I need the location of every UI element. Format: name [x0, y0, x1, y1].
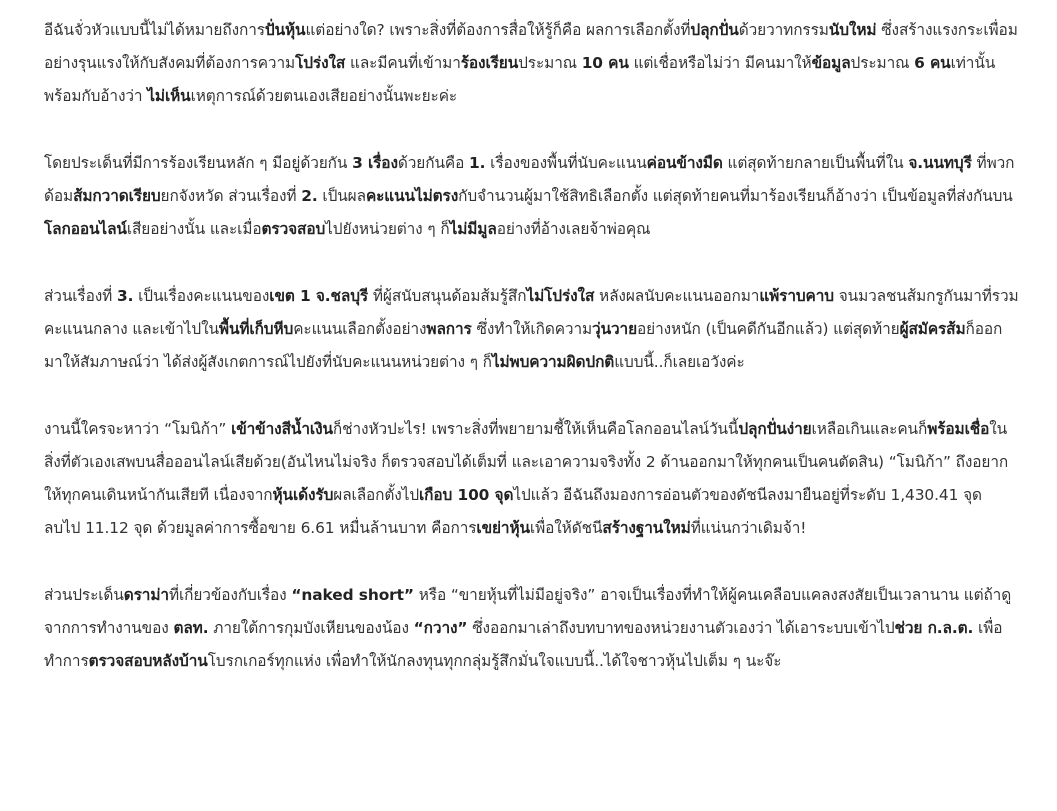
emphasis-text: สร้างฐานใหม่ — [602, 519, 691, 537]
body-text: อีฉันจั่วหัวแบบนี้ไม่ได้หมายถึงการ — [44, 21, 265, 39]
body-text: เหลือเกินและคนก็ — [811, 420, 928, 438]
body-text: โบรกเกอร์ทุกแห่ง เพื่อทำให้นักลงทุนทุกกลุ่มรู้สึกมั่นใจแบบนี้..ได้ใจชาวหุ้นไปเต็ม ๆ นะจ๊ะ — [207, 652, 782, 670]
body-text: ด้วยกันคือ — [397, 154, 470, 172]
emphasis-text: ไม่มีมูล — [449, 220, 497, 238]
body-text: ไปแล้ว อีฉันถึงมองการอ่อนตัวของดัชนีลงมายืนอยู่ที่ระดับ 1,430.41 จุด ลบไป 11.12 จุด ด้วยมูลค่าการซื้อขาย 6.61 หมื่นล้านบาท คือการ — [44, 486, 982, 537]
paragraph-3 — [44, 280, 1019, 379]
emphasis-text: ผู้สมัครส้ม — [899, 320, 966, 338]
emphasis-text: ส้มกวาดเรียบ — [73, 187, 161, 205]
emphasis-text: ตรวจสอบหลังบ้าน — [88, 652, 208, 670]
emphasis-text: พร้อมเชื่อ — [927, 420, 990, 438]
body-text: หลังผลนับคะแนนออกมา — [594, 287, 760, 305]
body-text: เท่านั้น พร้อมกับอ้างว่า — [44, 54, 996, 105]
emphasis-text: “naked short” — [291, 586, 414, 604]
body-text: จนมวลชนส้มกรูกันมาที่รวมคะแนนกลาง และเข้าไปใน — [44, 287, 1019, 338]
body-text: ยกจังหวัด ส่วนเรื่องที่ — [160, 187, 302, 205]
body-text: ประมาณ — [850, 54, 915, 72]
body-text: ที่เกี่ยวข้องกับเรื่อง — [168, 586, 292, 604]
emphasis-text: 6 คน — [914, 54, 951, 72]
emphasis-text: แพ้ราบคาบ — [759, 287, 834, 305]
emphasis-text: ไม่พบความผิดปกติ — [491, 353, 615, 371]
paragraph-1 — [44, 14, 1019, 113]
emphasis-text: 10 คน — [581, 54, 629, 72]
emphasis-text: ตลท. — [173, 619, 209, 637]
emphasis-text: วุ่นวาย — [592, 320, 638, 338]
body-text: แต่อย่างใด? เพราะสิ่งที่ต้องการสื่อให้รู้ก็คือ ผลการเลือกตั้งที่ — [305, 21, 691, 39]
body-text: ที่ผู้สนับสนุนด้อมส้มรู้สึก — [368, 287, 527, 305]
body-text: คะแนนเลือกตั้งอย่าง — [293, 320, 427, 338]
body-text: ซึ่งทำให้เกิดความ — [471, 320, 593, 338]
body-text: เป็นเรื่องคะแนนของ — [133, 287, 270, 305]
body-text: ซึ่งสร้างแรงกระเพื่อมอย่างรุนแรงให้กับสังคมที่ต้องการความ — [44, 21, 1018, 72]
body-text: ที่แน่นกว่าเดิมจ้า! — [690, 519, 807, 537]
emphasis-text: ไม่โปร่งใส — [526, 287, 595, 305]
body-text: ในสิ่งที่ตัวเองเสพบนสื่อออนไลน์เสียด้วย(อันไหนไม่จริง ก็ตรวจสอบได้เต็มที่ และเอาความจริงทั้ง 2 ด้านออกมาให้ทุกคนเป็นคนตัดสิน) “โมนิก้า” ถึงอยากให้ทุกคนเดินหน้ากันเสียที เนื่องจาก — [44, 420, 1009, 504]
body-text: กับจำนวนผู้มาใช้สิทธิเลือกตั้ง แต่สุดท้ายคนที่มาร้องเรียนก็อ้างว่า เป็นข้อมูลที่ส่งกันบน — [458, 187, 1013, 205]
emphasis-text: หุ้นเด้งรับ — [272, 486, 334, 504]
body-text: ประมาณ — [518, 54, 582, 72]
emphasis-text: เกือบ 100 จุด — [419, 486, 514, 504]
body-text: ซึ่งออกมาเล่าถึงบทบาทของหน่วยงานตัวเองว่า ได้เอาระบบเข้าไป — [467, 619, 895, 637]
paragraph-2 — [44, 147, 1019, 246]
emphasis-text: ไม่เห็น — [147, 87, 191, 105]
paragraph-4 — [44, 413, 1019, 545]
emphasis-text: เขต 1 จ.ชลบุรี — [269, 287, 369, 305]
emphasis-text: โปร่งใส — [295, 54, 346, 72]
body-text: อย่างหนัก (เป็นคดีกันอีกแล้ว) แต่สุดท้าย — [637, 320, 900, 338]
emphasis-text: โลกออนไลน์ — [44, 220, 127, 238]
body-text: แต่เชื่อหรือไม่ว่า มีคนมาให้ — [628, 54, 812, 72]
emphasis-text: ช่วย ก.ล.ต. — [894, 619, 974, 637]
body-text: ผลเลือกตั้งไป — [333, 486, 420, 504]
emphasis-text: ค่อนข้างมืด — [646, 154, 723, 172]
body-text: ก็ออกมาให้สัมภาษณ์ว่า ได้ส่งผู้สังเกตการณ์ไปยังที่นับคะแนนหน่วยต่าง ๆ ก็ — [44, 320, 1003, 371]
body-text: ที่พวกด้อม — [44, 154, 1015, 205]
emphasis-text: เข้าข้างสีน้ำเงิน — [231, 420, 333, 438]
body-text: และมีคนที่เข้ามา — [345, 54, 461, 72]
emphasis-text: 1. — [469, 154, 486, 172]
emphasis-text: ปั่นหุ้น — [264, 21, 306, 39]
body-text: เพื่อให้ดัชนี — [529, 519, 603, 537]
body-text: โดยประเด็นที่มีการร้องเรียนหลัก ๆ มีอยู่ด้วยกัน — [44, 154, 353, 172]
body-text: เป็นผล — [317, 187, 366, 205]
body-text: ส่วนประเด็น — [44, 586, 124, 604]
emphasis-text: ตรวจสอบ — [261, 220, 326, 238]
emphasis-text: นับใหม่ — [828, 21, 877, 39]
body-text: หรือ “ขายหุ้นที่ไม่มีอยู่จริง” อาจเป็นเรื่องที่ทำให้ผู้คนเคลือบแคลงสงสัยเป็นเวลานาน แต่ถ้าดูจากการทำงานของ — [44, 586, 1012, 637]
body-text: เพื่อทำการ — [44, 619, 1003, 670]
body-text: อย่างที่อ้างเลยจ้าพ่อคุณ — [496, 220, 651, 238]
body-text: เสียอย่างนั้น และเมื่อ — [126, 220, 262, 238]
body-text: ไปยังหน่วยต่าง ๆ ก็ — [325, 220, 450, 238]
emphasis-text: 2. — [301, 187, 318, 205]
body-text: แต่สุดท้ายกลายเป็นพื้นที่ใน — [722, 154, 909, 172]
emphasis-text: “กวาง” — [413, 619, 468, 637]
body-text: เรื่องของพื้นที่นับคะแนน — [485, 154, 647, 172]
body-text: เหตุการณ์ด้วยตนเองเสียอย่างนั้นพะยะค่ะ — [190, 87, 458, 105]
body-text: งานนี้ใครจะหาว่า “โมนิก้า” — [44, 420, 232, 438]
emphasis-text: พลการ — [426, 320, 472, 338]
emphasis-text: จ.นนทบุรี — [908, 154, 972, 172]
body-text: ก็ช่างหัวปะไร! เพราะสิ่งที่พยายามชี้ให้เห็นคือโลกออนไลน์วันนี้ — [332, 420, 739, 438]
emphasis-text: ปลุกปั่นง่าย — [738, 420, 812, 438]
emphasis-text: ข้อมูล — [811, 54, 851, 72]
emphasis-text: 3 เรื่อง — [352, 154, 398, 172]
paragraph-5 — [44, 579, 1019, 678]
emphasis-text: 3. — [116, 287, 134, 305]
emphasis-text: ดราม่า — [123, 586, 169, 604]
emphasis-text: เขย่าหุ้น — [476, 519, 530, 537]
emphasis-text: ร้องเรียน — [460, 54, 519, 72]
body-text: ส่วนเรื่องที่ — [44, 287, 117, 305]
body-text: ด้วยวาทกรรม — [738, 21, 829, 39]
body-text: แบบนี้..ก็เลยเอวังค่ะ — [614, 353, 745, 371]
emphasis-text: คะแนนไม่ตรง — [365, 187, 459, 205]
emphasis-text: ปลุกปั่น — [690, 21, 739, 39]
emphasis-text: พื้นที่เก็บหีบ — [218, 320, 294, 338]
body-text: ภายใต้การกุมบังเหียนของน้อง — [208, 619, 414, 637]
